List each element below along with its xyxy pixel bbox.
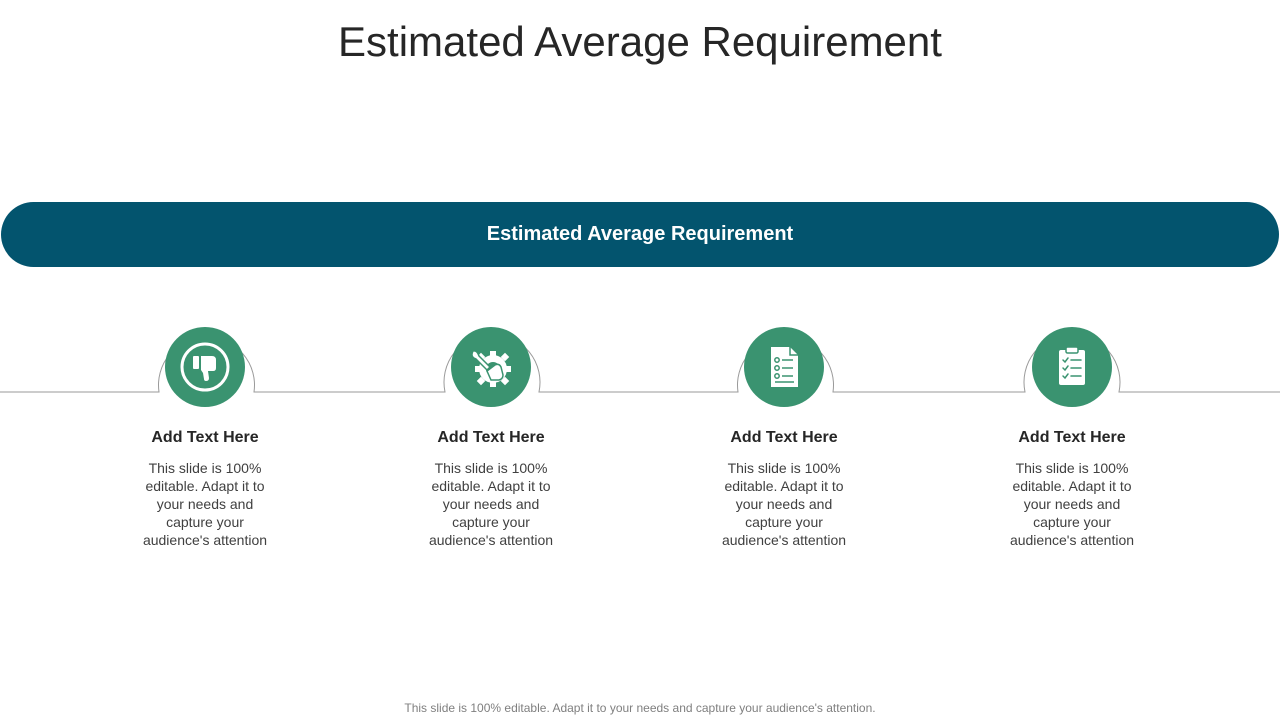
- item-1-icon-disc: [165, 327, 245, 407]
- page-title: Estimated Average Requirement: [338, 18, 942, 65]
- item-4-icon-disc: [1032, 327, 1112, 407]
- item-4: [972, 327, 1172, 549]
- item-2-heading: Add Text Here: [437, 429, 545, 446]
- item-4-body: This slide is 100% editable. Adapt it to your needs and capture your audience's attention: [1009, 460, 1135, 548]
- item-3-heading: Add Text Here: [730, 429, 838, 446]
- item-1: [105, 327, 305, 549]
- footer-note: This slide is 100% editable. Adapt it to your needs and capture your audience's attention.: [404, 701, 876, 715]
- wrench-gear-icon: [465, 341, 517, 393]
- item-1-heading: Add Text Here: [151, 429, 259, 446]
- banner-label: Estimated Average Requirement: [486, 223, 794, 245]
- item-2: [391, 327, 591, 549]
- item-1-body: This slide is 100% editable. Adapt it to your needs and capture your audience's attention: [142, 460, 268, 548]
- item-3-body: This slide is 100% editable. Adapt it to your needs and capture your audience's attention: [721, 460, 847, 548]
- clipboard-checklist-icon: [1046, 341, 1098, 393]
- thumbs-down-icon: [179, 341, 231, 393]
- item-4-heading: Add Text Here: [1018, 429, 1126, 446]
- item-3: [684, 327, 884, 549]
- item-3-icon-disc: [744, 327, 824, 407]
- item-2-body: This slide is 100% editable. Adapt it to your needs and capture your audience's attention: [428, 460, 554, 548]
- section-banner: [1, 202, 1279, 267]
- item-2-icon-disc: [451, 327, 531, 407]
- document-list-icon: [758, 341, 810, 393]
